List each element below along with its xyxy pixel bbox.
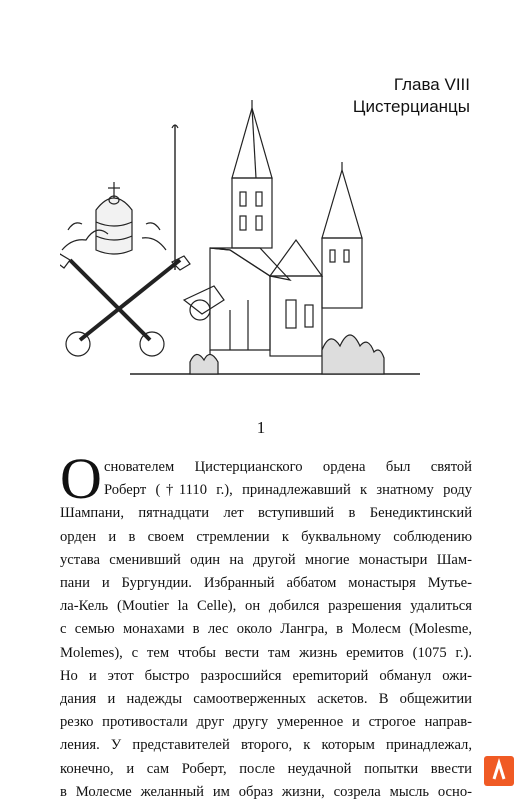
text-line: в Молесме желанный им образ жизни, созрела мысль осно- bbox=[60, 783, 472, 800]
text-line: ла-Кель (Moutier la Celle), он добился разрешения удалиться bbox=[60, 598, 472, 615]
text-line: Molemes), с тем чтобы вести там жизнь еремитов (1075 г.). bbox=[60, 644, 472, 661]
text-line: пани и Бургундии. Избранный аббатом монастыря Мутье- bbox=[60, 575, 472, 592]
drop-cap-letter: О bbox=[60, 446, 102, 511]
text-line: орден и в своем стремлении к буквальному соблюдению bbox=[60, 528, 472, 545]
text-line: дания и надежды самоотверженных аскетов. В общежитии bbox=[60, 691, 472, 708]
section-number: 1 bbox=[256, 418, 266, 437]
text-line: резко противостали друг другу умеренное и строгое направ- bbox=[60, 714, 472, 731]
text-line: снователем Цистерцианского ордена был святой bbox=[104, 459, 472, 475]
text-line: Но и этот быстро разросшийся ерemиторий обманул ожи- bbox=[60, 667, 472, 684]
church-and-papal-keys-illustration bbox=[60, 100, 460, 400]
text-line: конечно, и сам Роберт, после неудачной попытки ввести bbox=[60, 760, 472, 777]
text-line: с семью монахами в лес около Лангра, в Молесм (Molesme, bbox=[60, 621, 472, 638]
chapter-number: Глава VIII bbox=[393, 75, 470, 94]
body-paragraph bbox=[60, 446, 472, 804]
text-line: ления. У представителей второго, к которым принадлежал, bbox=[60, 737, 472, 754]
chapter-title: Цистерцианцы bbox=[352, 97, 470, 116]
text-line: устава сменивший один на другой многие монастыри Шам- bbox=[60, 551, 472, 568]
litres-logo-icon bbox=[484, 756, 514, 786]
text-line: Шампани, пятнадцати лет вступивший в Бенедиктинский bbox=[60, 505, 472, 522]
text-line: Роберт (†1110 г.), принадлежавший к знатному роду bbox=[104, 482, 472, 499]
